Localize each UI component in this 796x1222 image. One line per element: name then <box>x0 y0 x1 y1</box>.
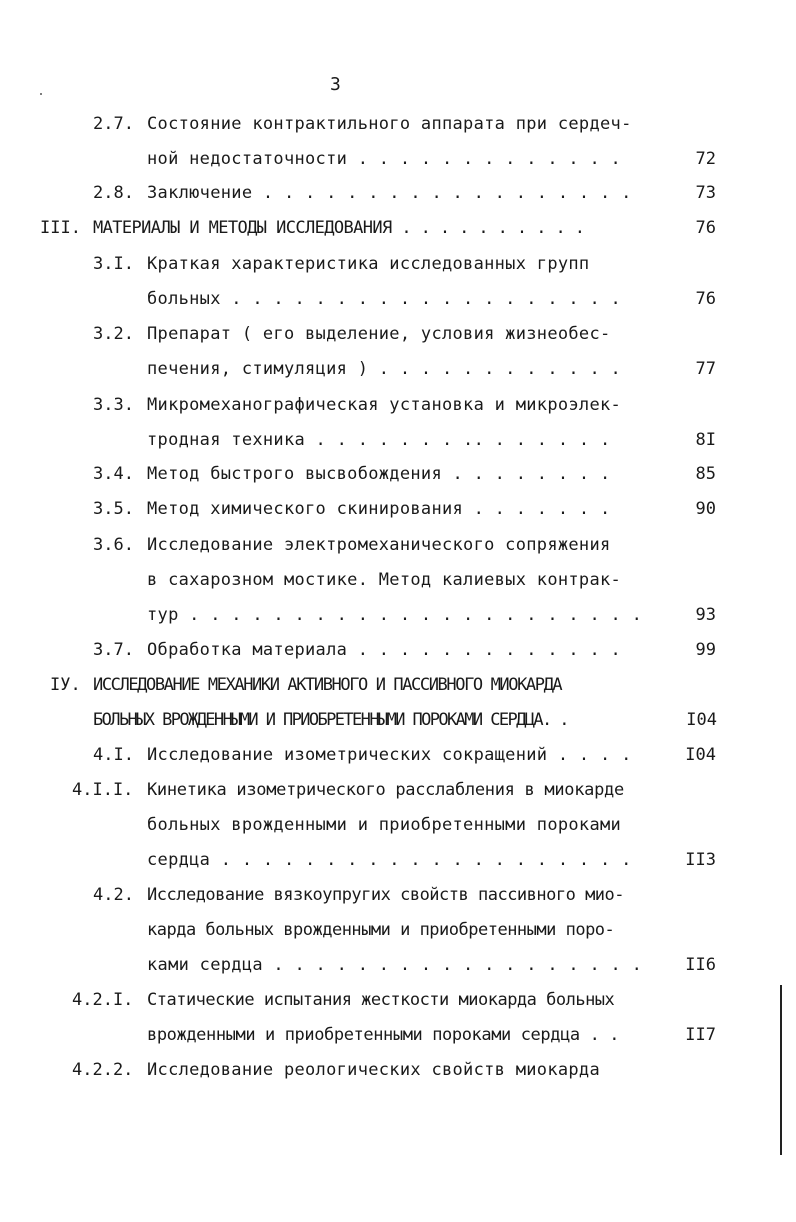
entry-number: 2.8. <box>93 183 134 203</box>
entry-title-line: печения, стимуляция ) . . . . . . . . . . . . <box>147 359 622 379</box>
entry-page: 8I <box>695 430 716 450</box>
entry-title-line: в сахарозном мостике. Метод калиевых контрак- <box>147 570 622 590</box>
entry-number: 3.I. <box>93 254 134 274</box>
entry-number: 4.I. <box>93 745 134 765</box>
chapter-title-line: МАТЕРИАЛЫ И МЕТОДЫ ИССЛЕДОВАНИЯ . . . . . . . . . . <box>93 218 585 238</box>
entry-title-line: Препарат ( его выделение, условия жизнеобес- <box>147 324 611 344</box>
entry-title-line: Исследование вязкоупругих свойств пассивного мио- <box>147 885 625 905</box>
entry-title-line: Заключение . . . . . . . . . . . . . . . . . . <box>147 183 632 203</box>
entry-title-line: Кинетика изометрического расслабления в миокарде <box>147 780 624 800</box>
entry-page: 93 <box>695 605 716 625</box>
entry-number: 3.5. <box>93 499 134 519</box>
entry-title-line: Состояние контрактильного аппарата при сердеч- <box>147 114 632 134</box>
entry-title-line: Исследование реологических свойств миокарда <box>147 1060 600 1080</box>
entry-title-line: Исследование электромеханического сопряжения <box>147 535 611 555</box>
entry-page: II6 <box>685 955 716 975</box>
entry-page: 73 <box>695 183 716 203</box>
entry-number: 2.7. <box>93 114 134 134</box>
chapter-title-line: БОЛЬНЫХ ВРОЖДЕННЫМИ И ПРИОБРЕТЕННЫМИ ПОРОКАМИ СЕРДЦА. . <box>93 710 568 730</box>
entry-title-line: больных . . . . . . . . . . . . . . . . . . . <box>147 289 622 309</box>
entry-title-line: тур . . . . . . . . . . . . . . . . . . . . . . <box>147 605 643 625</box>
entry-page: 76 <box>695 218 716 238</box>
chapter-number: IУ. <box>50 675 81 695</box>
entry-title-line: тродная техника . . . . . . . .. . . . . . . <box>147 430 611 450</box>
entry-title-line: больных врожденными и приобретенными пороками <box>147 815 622 835</box>
entry-page: II3 <box>685 850 716 870</box>
chapter-title-line: ИССЛЕДОВАНИЕ МЕХАНИКИ АКТИВНОГО И ПАССИВНОГО МИОКАРДА <box>93 675 562 695</box>
entry-number: 4.I.I. <box>72 780 134 800</box>
entry-title-line: Краткая характеристика исследованных групп <box>147 254 590 274</box>
entry-title-line: Метод быстрого высвобождения . . . . . . . . <box>147 464 611 484</box>
entry-page: 85 <box>695 464 716 484</box>
entry-number: 4.2.I. <box>72 990 134 1010</box>
entry-title-line: Обработка материала . . . . . . . . . . . . . <box>147 640 622 660</box>
entry-number: 4.2.2. <box>72 1060 134 1080</box>
entry-page: 76 <box>695 289 716 309</box>
entry-number: 3.7. <box>93 640 134 660</box>
entry-title-line: Микромеханографическая установка и микроэлек- <box>147 395 622 415</box>
entry-title-line: ками сердца . . . . . . . . . . . . . . . . . . <box>147 955 643 975</box>
entry-page: 72 <box>695 149 716 169</box>
entry-number: 3.2. <box>93 324 134 344</box>
entry-page: 99 <box>695 640 716 660</box>
entry-title-line: Статические испытания жесткости миокарда больных <box>147 990 615 1010</box>
page-number: 3 <box>330 74 341 95</box>
scan-speck <box>40 93 42 95</box>
scan-edge-line <box>780 985 782 1155</box>
entry-number: 3.3. <box>93 395 134 415</box>
entry-number: 3.6. <box>93 535 134 555</box>
entry-title-line: Метод химического скинирования . . . . . . . <box>147 499 611 519</box>
entry-page: I04 <box>685 745 716 765</box>
entry-number: 4.2. <box>93 885 134 905</box>
entry-page: 77 <box>695 359 716 379</box>
entry-page: 90 <box>695 499 716 519</box>
entry-title-line: карда больных врожденными и приобретенными поро- <box>147 920 615 940</box>
entry-page: II7 <box>685 1025 716 1045</box>
entry-title-line: сердца . . . . . . . . . . . . . . . . . . . . <box>147 850 632 870</box>
entry-number: 3.4. <box>93 464 134 484</box>
entry-title-line: ной недостаточности . . . . . . . . . . . . . <box>147 149 622 169</box>
chapter-number: III. <box>40 218 81 238</box>
entry-title-line: врожденными и приобретенными пороками сердца . . <box>147 1025 620 1045</box>
entry-page: I04 <box>686 710 717 730</box>
entry-title-line: Исследование изометрических сокращений . . . . <box>147 745 632 765</box>
